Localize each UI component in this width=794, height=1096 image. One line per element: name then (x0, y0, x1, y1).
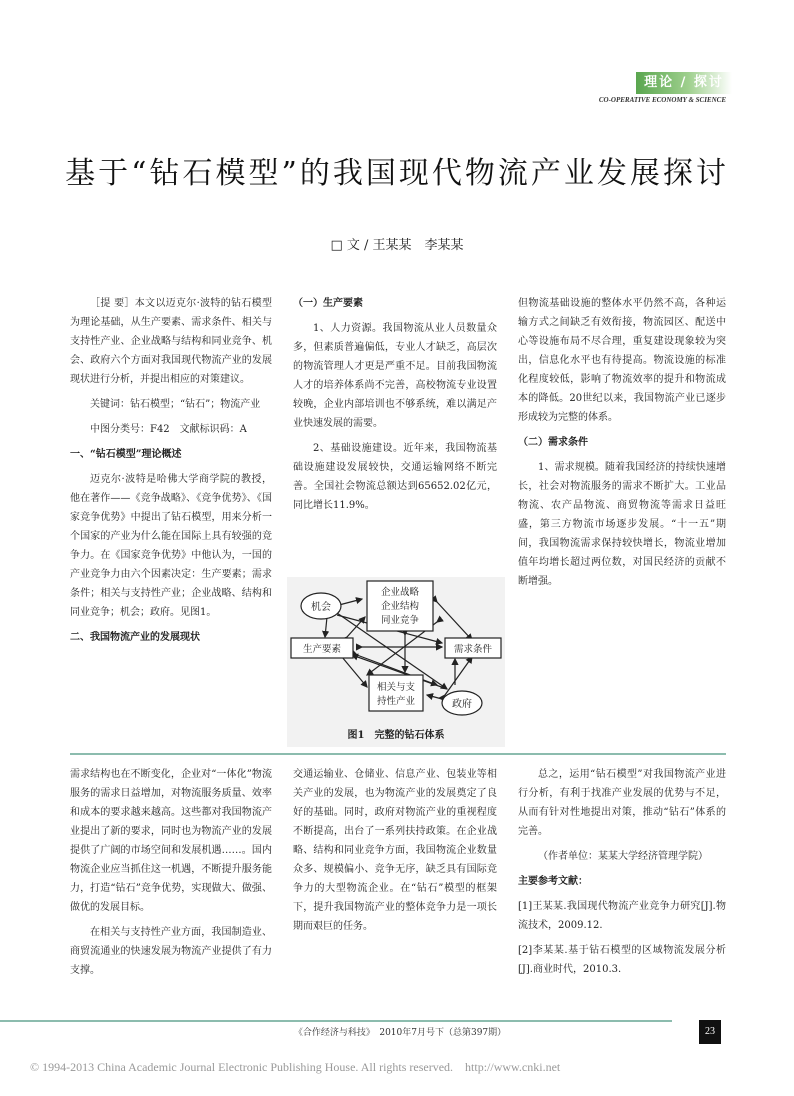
paragraph: 关键词：钻石模型；“钻石”；物流产业 (90, 399, 261, 410)
figure-caption: 图1 完整的钻石体系 (347, 730, 445, 741)
column-bottom-middle (293, 765, 497, 990)
paragraph: 总之，运用“钻石模型”对我国物流产业进行分析，有利于找准产业发展的优势与不足，从而有针对性地提出对策，推动“钻石”体系的完善。 (518, 769, 726, 837)
node-related-label: 持性产业 (376, 696, 416, 707)
paragraph: 一、“钻石模型”理论概述 (70, 449, 182, 460)
paragraph: 主要参考文献： (518, 876, 588, 887)
paragraph: 1、人力资源。我国物流从业人员数量众多，但素质普遍偏低，专业人才缺乏，高层次的物流管理人才更是严重不足。目前我国物流人才的培养体系尚不完善，高校物流专业设置较晚，企业内部培训也不够系统，难以满足产业快速发展的需要。 (293, 323, 497, 429)
diamond-model-figure (287, 577, 505, 747)
node-strategy-label: 企业战略 (380, 587, 420, 598)
edge-factors-related (342, 657, 367, 687)
paragraph: 但物流基础设施的整体水平仍然不高，各种运输方式之间缺乏有效衔接，物流园区、配送中心等设施布局不尽合理，重复建设现象较为突出，信息化水平也有待提高。物流设施的标准化程度较低，影响了物流效率的提升和物流成本的降低。20世纪以来，我国物流产业已逐步形成较为完整的体系。 (518, 298, 726, 423)
paragraph: ［提 要］本文以迈克尔·波特的钻石模型为理论基础，从生产要素、需求条件、相关与支持性产业、企业战略与结构和同业竞争、机会、政府六个方面对我国现代物流产业的发展现状进行分析，并提出相应的对策建议。 (70, 298, 272, 385)
paragraph: （二）需求条件 (518, 437, 588, 448)
edge-government-related (427, 695, 442, 699)
edge-opportunity-strategy (339, 599, 362, 605)
edge-strategy-demand (437, 602, 472, 640)
author-line: □ 文 / 王某某 李某某 (330, 238, 464, 253)
column-top-right (518, 294, 726, 749)
paragraph: （一）生产要素 (293, 298, 363, 309)
node-strategy-label: 同业竞争 (380, 615, 420, 626)
column-top-left (70, 294, 272, 749)
paragraph: 需求结构也在不断变化，企业对“一体化”物流服务的需求日益增加，对物流服务质量、效率和成本的要求越来越高。这些都对我国物流产业提出了新的要求，同时也为物流产业的发展提供了广阔的市场空间和发展机遇……。国内物流企业应当抓住这一机遇，不断提升服务能力，打造“钻石”竞争优势，实现做大、做强、做优的发展目标。 (70, 769, 272, 913)
journal-name: CO-OPERATIVE ECONOMY & SCIENCE (598, 96, 726, 104)
node-related-label: 相关与支 (376, 682, 416, 693)
journal-issue: 《合作经济与科技》 2010年7月号下（总第397期） (293, 1028, 507, 1038)
node-strategy-label: 企业结构 (380, 601, 420, 612)
paragraph: 1、需求规模。随着我国经济的持续快速增长，社会对物流服务的需求不断扩大。工业品物流、农产品物流、商贸物流等需求日益旺盛，第三方物流市场逐步发展。“十一五”期间，我国物流需求保持较快增长，物流业增加值年均增长超过两位数，对国民经济的贡献不断增强。 (518, 462, 726, 587)
paragraph: [1]王某某.我国现代物流产业竞争力研究[J].物流技术，2009.12. (518, 901, 726, 931)
column-bottom-right (518, 765, 726, 990)
paragraph: 迈克尔·波特是哈佛大学商学院的教授，他在著作——《竞争战略》、《竞争优势》、《国家竞争优势》中提出了钻石模型，用来分析一个国家的产业为什么能在国际上具有较强的竞争力。在《国家竞争优势》中他认为，一国的产业竞争力由六个因素决定：生产要素；需求条件；相关与支持性产业；企业战略、结构和同业竞争；机会；政府。见图1。 (70, 474, 272, 618)
column-bottom-left (70, 765, 272, 990)
copyright-notice: © 1994-2013 China Academic Journal Electronic Publishing House. All rights reserved. http://www.cnki.net (30, 1060, 561, 1074)
page-number: 23 (699, 1020, 721, 1044)
node-opportunity-label: 机会 (311, 602, 331, 613)
paragraph: 在相关与支持性产业方面，我国制造业、商贸流通业的快速发展为物流产业提供了有力支撑。 (70, 927, 272, 976)
section-label: 理论 / 探讨 (636, 72, 732, 94)
paragraph: 二、我国物流产业的发展现状 (70, 632, 200, 643)
node-government-label: 政府 (452, 699, 472, 710)
diamond-diagram (287, 577, 505, 727)
node-demand-label: 需求条件 (453, 644, 493, 655)
paragraph: 中图分类号：F42 文献标识码：A (90, 424, 247, 435)
article-title: 基于“钻石模型”的我国现代物流产业发展探讨 (65, 156, 729, 191)
paragraph: （作者单位：某某大学经济管理学院） (538, 851, 708, 862)
node-factors-label: 生产要素 (302, 644, 342, 655)
paragraph: 交通运输业、仓储业、信息产业、包装业等相关产业的发展，也为物流产业的发展奠定了良好的基础。同时，政府对物流产业的重视程度不断提高，出台了一系列扶持政策。在企业战略、结构和同业竞争方面，我国物流企业数量众多、规模偏小、竞争无序，缺乏具有国际竞争力的大型物流企业。在“钻石”模型的框架下，提升我国物流产业的整体竞争力是一项长期而艰巨的任务。 (293, 769, 497, 932)
column-top-middle (293, 294, 497, 574)
paragraph: [2]李某某.基于钻石模型的区域物流发展分析[J].商业时代，2010.3. (518, 945, 726, 975)
footer-rule (0, 1020, 672, 1022)
edge-opportunity-factors (325, 617, 327, 637)
section-divider (70, 753, 726, 755)
paragraph: 2、基础设施建设。近年来，我国物流基础设施建设发展较快，交通运输网络不断完善。全国社会物流总额达到65652.02亿元，同比增长11.9%。 (293, 443, 497, 511)
edge-related-demand (445, 657, 472, 695)
